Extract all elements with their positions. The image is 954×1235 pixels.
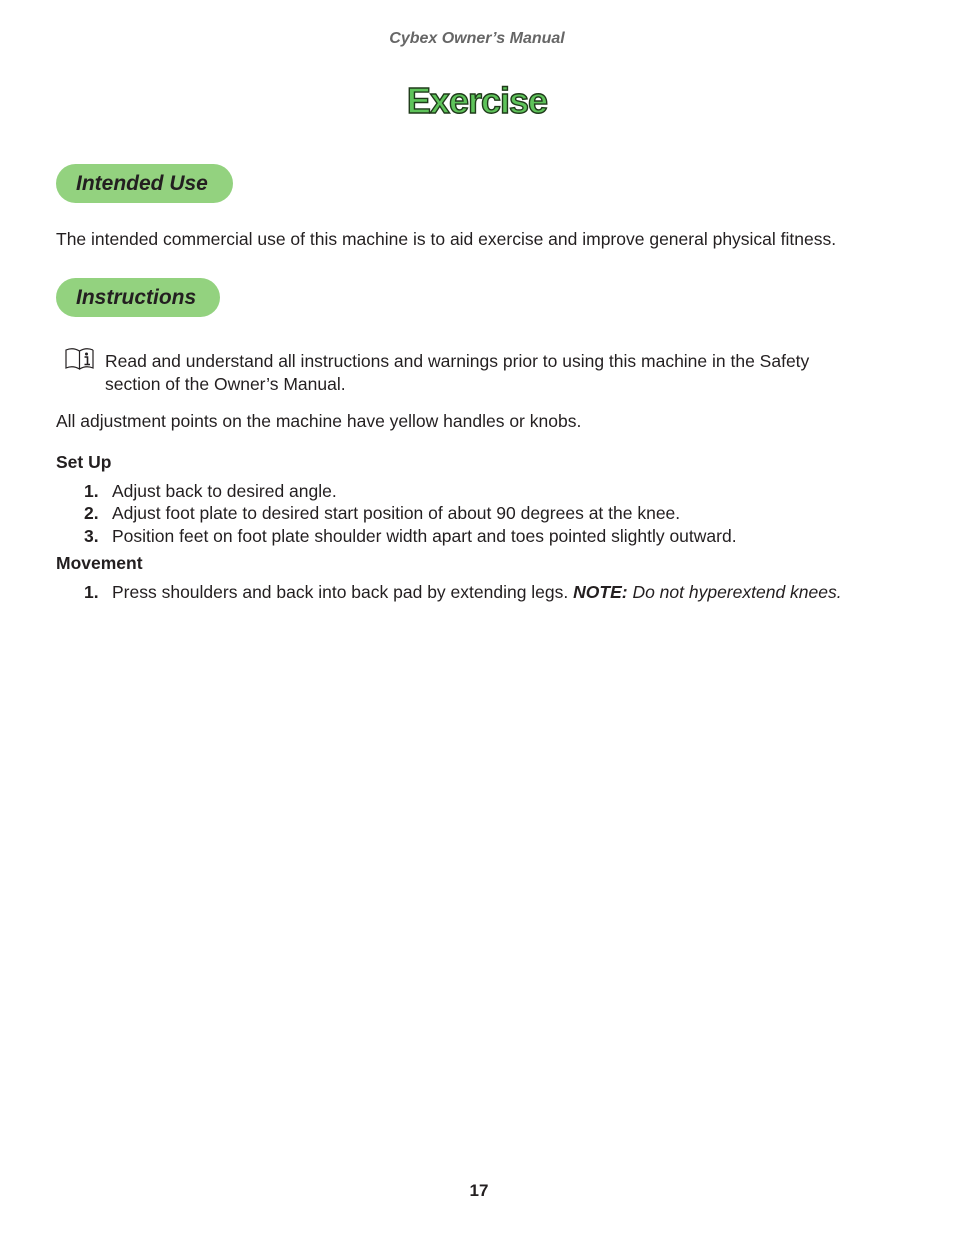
step-text: Adjust back to desired angle. xyxy=(112,481,337,501)
manual-info-icon xyxy=(64,346,96,372)
note-text: Do not hyperextend knees. xyxy=(627,582,842,602)
page-number: 17 xyxy=(469,1181,489,1200)
step-text: Press shoulders and back into back pad by extending legs. xyxy=(112,582,574,602)
step-number: 3. xyxy=(84,526,99,546)
step-number: 2. xyxy=(84,503,99,523)
movement-heading: Movement xyxy=(56,553,143,573)
section-heading-label: Instructions xyxy=(76,285,197,309)
section-heading-label: Intended Use xyxy=(76,171,208,195)
intended-use-text: The intended commercial use of this machine is to aid exercise and improve general physical fitness. xyxy=(56,229,837,249)
step-number: 1. xyxy=(84,582,99,602)
adjustment-text: All adjustment points on the machine have yellow handles or knobs. xyxy=(56,411,582,431)
section-heading-intended-use xyxy=(56,164,233,203)
step-number: 1. xyxy=(84,481,99,501)
notice-line: section of the Owner’s Manual. xyxy=(105,373,346,394)
notice-text xyxy=(105,350,895,395)
page-title: Exercise xyxy=(406,80,548,121)
setup-step xyxy=(84,525,737,547)
movement-step xyxy=(84,581,842,603)
section-heading-instructions xyxy=(56,278,220,317)
setup-heading: Set Up xyxy=(56,452,112,472)
step-text: Adjust foot plate to desired start position of about 90 degrees at the knee. xyxy=(112,503,681,523)
setup-step xyxy=(84,502,680,524)
note-label: NOTE: xyxy=(573,582,628,602)
setup-step xyxy=(84,480,337,502)
running-head: Cybex Owner’s Manual xyxy=(389,30,565,47)
step-text: Position feet on foot plate shoulder width apart and toes pointed slightly outward. xyxy=(112,526,737,546)
notice-line: Read and understand all instructions and warnings prior to using this machine in the Safety xyxy=(105,351,810,371)
